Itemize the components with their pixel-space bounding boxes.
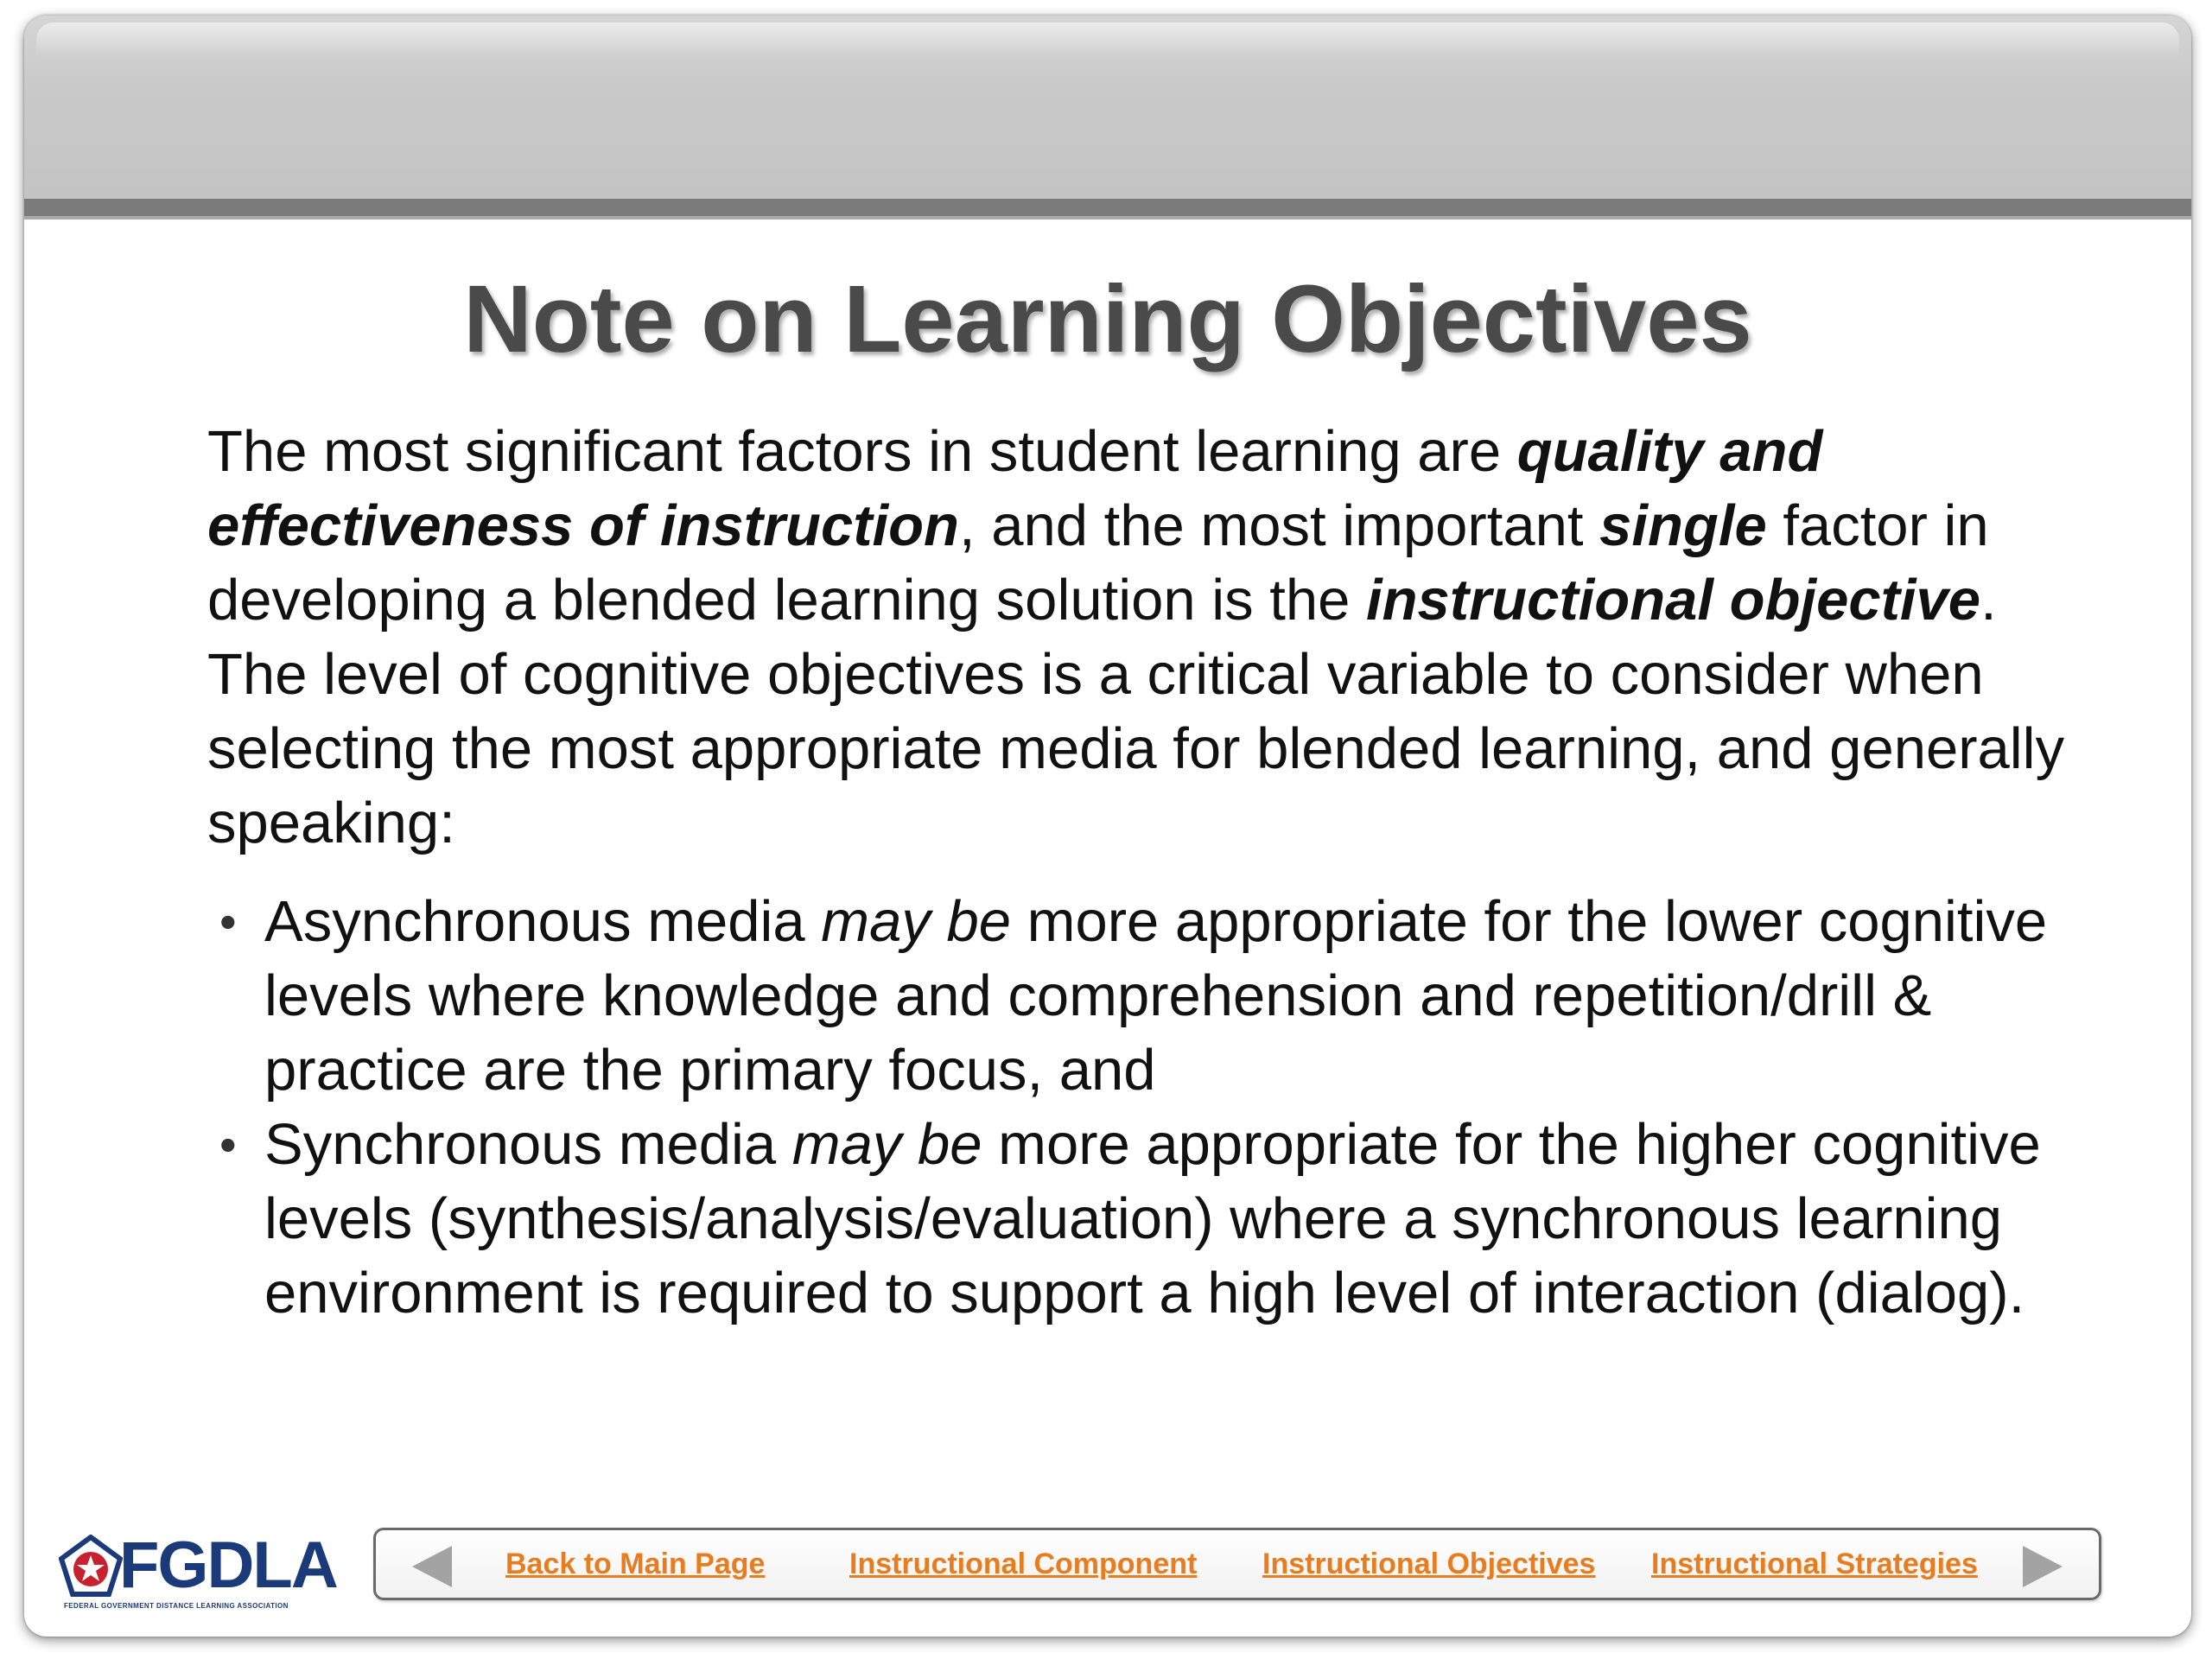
fgdla-logo [59,1531,370,1614]
bullet-emphasis: may be [821,889,1012,954]
paragraph-text: , and the most important [959,493,1600,558]
bullet-icon: • [219,1117,237,1172]
page-title: Note on Learning Objectives [463,266,1752,372]
bullet-emphasis: may be [791,1112,982,1177]
header-band [24,16,2191,199]
header-divider [24,199,2191,219]
bullet-text: more appropriate for the lower cognitive levels where knowledge and comprehension and repetition/drill & practice are the primary focus, and [264,889,2048,1103]
navigation-bar [373,1528,2101,1600]
header-shine [36,22,2179,57]
paragraph-text: . The level of cognitive objectives is a critical variable to consider when selecting the most appropriate media for blended learning, and generally speaking: [207,568,2065,855]
paragraph-text: The most significant factors in student learning are [207,419,1517,484]
star-emblem-icon [59,1535,123,1599]
logo-wordmark: FGDLA [119,1529,337,1602]
intro-paragraph [207,415,2074,861]
previous-arrow-icon[interactable] [412,1546,452,1587]
emphasis-quality-effectiveness: quality and effectiveness of instruction [207,419,1823,558]
list-item [207,1108,2074,1331]
logo-tagline: FEDERAL GOVERNMENT DISTANCE LEARNING ASSOCIATION [64,1602,289,1610]
instructional-component-link[interactable]: Instructional Component [849,1548,1198,1580]
instructional-objectives-link[interactable]: Instructional Objectives [1262,1548,1596,1580]
bullet-text: more appropriate for the higher cognitive levels (synthesis/analysis/evaluation) where a synchronous learning environment is required to support a high level of interaction (dialog). [264,1112,2041,1325]
bullet-text: Asynchronous media [264,889,822,954]
list-item [207,885,2074,1108]
slide-frame [24,16,2191,1637]
next-arrow-icon[interactable] [2023,1546,2063,1587]
bullet-list [207,885,2074,1331]
emphasis-instructional-objective: instructional objective [1365,568,1981,632]
bullet-text: Synchronous media [264,1112,792,1177]
paragraph-text: factor in developing a blended learning solution is the [207,493,1989,632]
emphasis-single: single [1599,493,1767,558]
back-to-main-page-link[interactable]: Back to Main Page [505,1548,766,1580]
instructional-strategies-link[interactable]: Instructional Strategies [1651,1548,1978,1580]
bullet-icon: • [219,894,237,949]
